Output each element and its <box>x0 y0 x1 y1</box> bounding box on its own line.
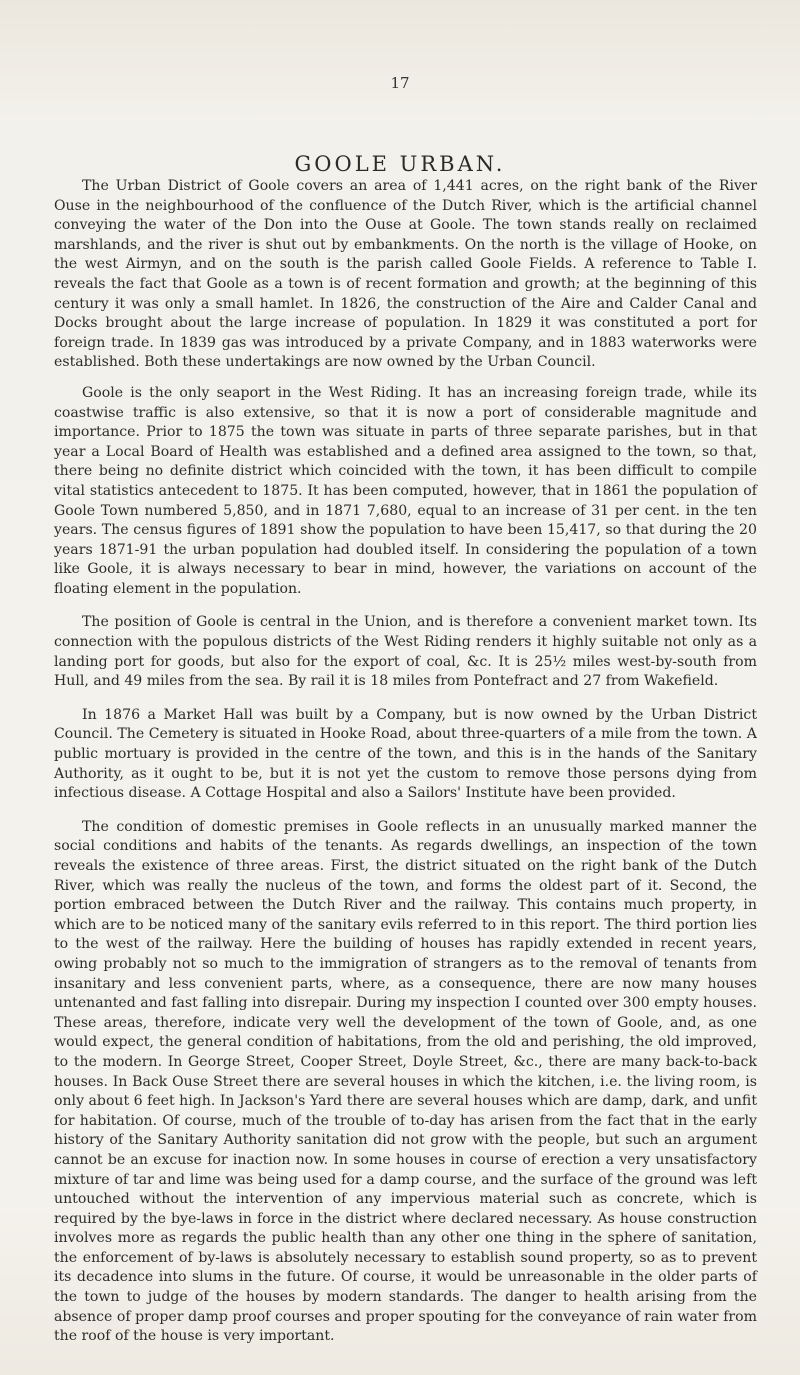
page-title: GOOLE URBAN. <box>294 152 506 177</box>
paragraph: Goole is the only seaport in the West Riding. It has an increasing foreign trade, while its coastwise traffic is also extensive, so that it is now a port of considerable magnitude and importance. Prior to 1875 the town was situate in parts of three separate parishes, but in that year a Local Board of Health was established and a defined area assigned to the town, so that, there being no definite district which coincided with the town, it has been difficult to compile vital statistics antecedent to 1875. It has been computed, however, that in 1861 the population of Goole Town numbered 5,850, and in 1871 7,680, equal to an increase of 31 per cent. in the ten years. The census figures of 1891 show the population to have been 15,417, so that during the 20 years 1871-91 the urban population had doubled itself. In considering the population of a town like Goole, it is always necessary to bear in mind, however, the variations on account of the floating element in the population. <box>54 384 757 597</box>
body-text <box>54 177 757 1361</box>
paragraph: The Urban District of Goole covers an area of 1,441 acres, on the right bank of the River Ouse in the neighbourhood of the confluence of the Dutch River, which is the artificial channel conveying the water of the Don into the Ouse at Goole. The town stands really on reclaimed marshlands, and the river is shut out by embankments. On the north is the village of Hooke, on the west Airmyn, and on the south is the parish called Goole Fields. A reference to Table I. reveals the fact that Goole as a town is of recent formation and growth; at the beginning of this century it was only a small hamlet. In 1826, the construction of the Aire and Calder Canal and Docks brought about the large increase of population. In 1829 it was constituted a port for foreign trade. In 1839 gas was introduced by a private Company, and in 1883 waterworks were established. Both these undertakings are now owned by the Urban Council. <box>54 178 757 371</box>
paragraph: The condition of domestic premises in Goole reflects in an unusually marked manner the social conditions and habits of the tenants. As regards dwellings, an inspection of the town reveals the existence of three areas. First, the district situated on the right bank of the Dutch River, which was really the nucleus of the town, and forms the oldest part of it. Second, the portion embraced between the Dutch River and the railway. This contains much property, in which are to be noticed many of the sanitary evils referred to in this report. The third portion lies to the west of the railway. Here the building of houses has rapidly extended in recent years, owing probably not so much to the immigration of strangers as to the removal of tenants from insanitary and less convenient parts, where, as a consequence, there are now many houses untenanted and fast falling into disrepair. During my inspection I counted over 300 empty houses. These areas, therefore, indicate very well the development of the town of Goole, and, as one would expect, the general condition of habitations, from the old and perishing, the old improved, to the modern. In George Street, Cooper Street, Doyle Street, &c., there are many back-to-back houses. In Back Ouse Street there are several houses in which the kitchen, i.e. the living room, is only about 6 feet high. In Jackson's Yard there are several houses which are damp, dark, and unfit for habitation. Of course, much of the trouble of to-day has arisen from the fact that in the early history of the Sanitary Authority sanitation did not grow with the people, but such an argument cannot be an excuse for inaction now. In some houses in course of erection a very unsatisfactory mixture of tar and lime was being used for a damp course, and the surface of the ground was left untouched without the intervention of any impervious material such as concrete, which is required by the bye-laws in force in the district where declared necessary. As house construction involves more as regards the public health than any other one thing in the sphere of sanitation, the enforcement of by-laws is absolutely necessary to establish sound property, so as to prevent its decadence into slums in the future. Of course, it would be unreasonable in the older parts of the town to judge of the houses by modern standards. The danger to health arising from the absence of proper damp proof courses and proper spouting for the conveyance of rain water from the roof of the house is very important. <box>54 818 757 1345</box>
paragraph: The position of Goole is central in the Union, and is therefore a convenient market town. Its connection with the populous districts of the West Riding renders it highly suitable not only as a landing port for goods, but also for the export of coal, &c. It is 25½ miles west-by-south from Hull, and 49 miles from the sea. By rail it is 18 miles from Pontefract and 27 from Wakefield. <box>54 614 757 690</box>
paragraph: In 1876 a Market Hall was built by a Company, but is now owned by the Urban District Council. The Cemetery is situated in Hooke Road, about three-quarters of a mile from the town. A public mortuary is provided in the centre of the town, and this is in the hands of the Sanitary Authority, as it ought to be, but it is not yet the custom to remove those persons dying from infectious disease. A Cottage Hospital and also a Sailors' Institute have been provided. <box>54 706 757 802</box>
page-number: 17 <box>390 74 410 92</box>
